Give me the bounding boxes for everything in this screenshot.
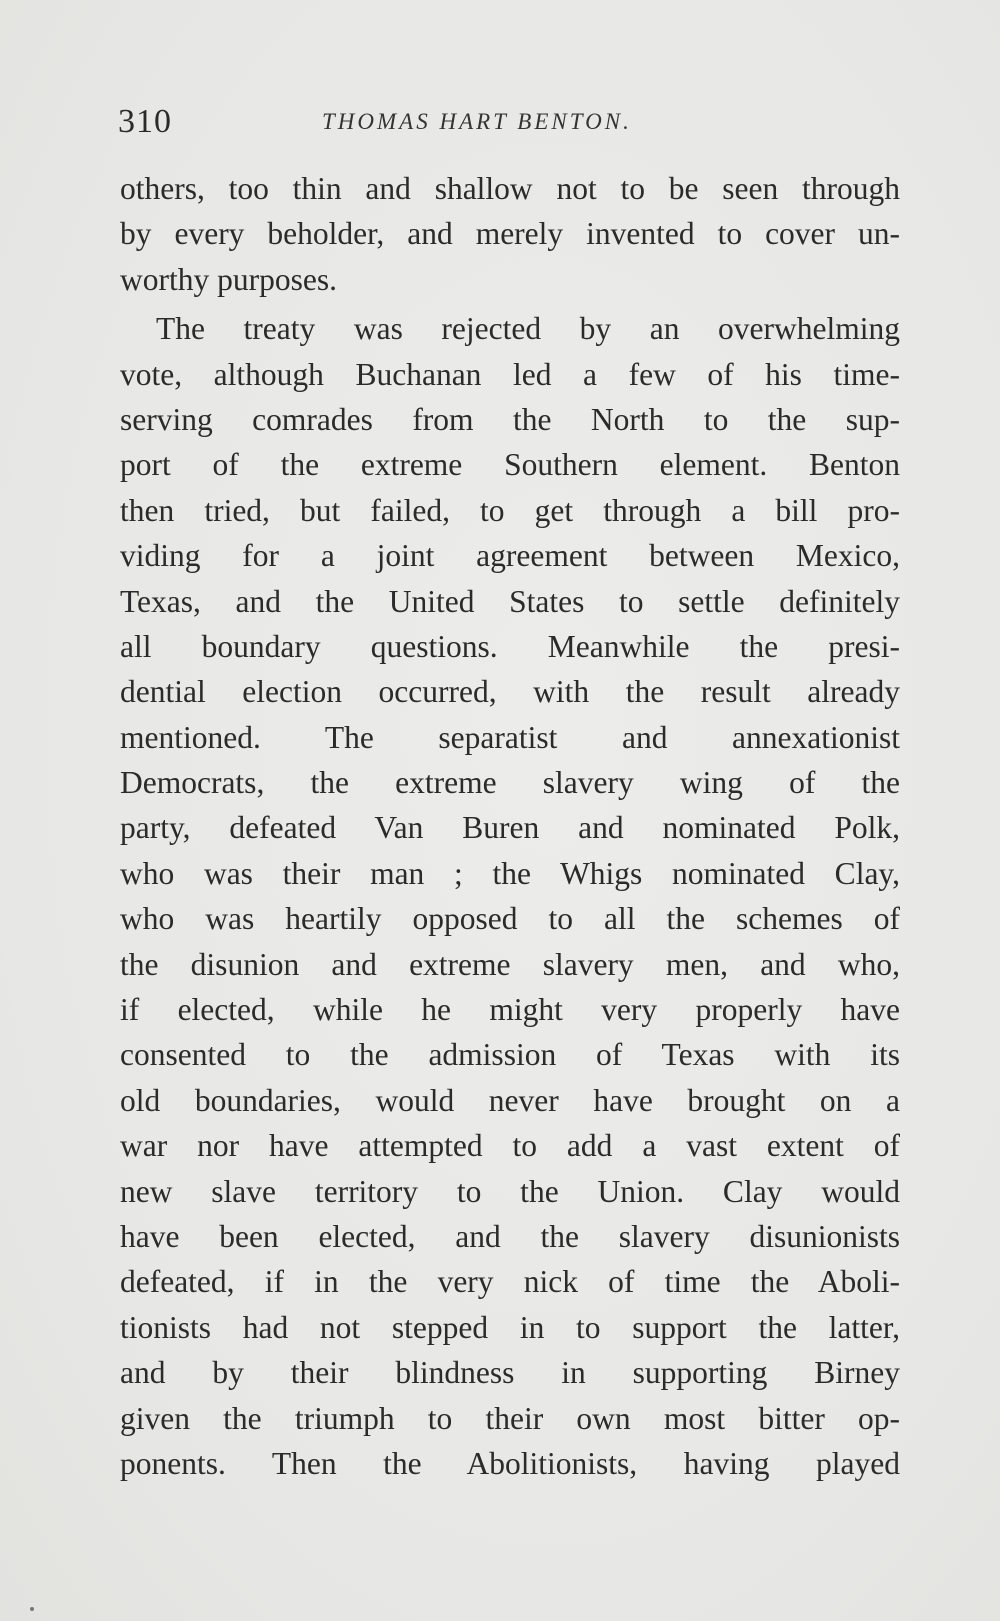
text-line: the disunion and extreme slavery men, and who, <box>120 946 900 982</box>
text-line: viding for a joint agreement between Mexico, <box>120 538 900 574</box>
text-line: by every beholder, and merely invented to cover un- <box>120 216 900 252</box>
text-line: dential election occurred, with the result already <box>120 674 900 710</box>
text-line: new slave territory to the Union. Clay would <box>120 1173 900 1209</box>
running-head <box>118 100 898 144</box>
text-line: Democrats, the extreme slavery wing of the <box>120 765 900 801</box>
text-line: war nor have attempted to add a vast extent of <box>120 1128 900 1164</box>
page-number: 310 <box>118 103 172 140</box>
text-line: worthy purposes. <box>120 261 337 297</box>
text-line: serving comrades from the North to the sup- <box>120 401 900 437</box>
text-line: ponents. Then the Abolitionists, having played <box>120 1445 900 1481</box>
text-line: who was their man ; the Whigs nominated Clay, <box>120 855 900 891</box>
text-line: mentioned. The separatist and annexationist <box>120 719 900 755</box>
text-line: if elected, while he might very properly have <box>120 992 900 1028</box>
text-line: party, defeated Van Buren and nominated Polk, <box>120 810 900 846</box>
text-line: and by their blindness in supporting Birney <box>120 1355 900 1391</box>
paragraph <box>120 166 900 302</box>
paragraph <box>120 306 900 1486</box>
text-line: old boundaries, would never have brought on a <box>120 1082 900 1118</box>
text-line: defeated, if in the very nick of time the Aboli- <box>120 1264 900 1300</box>
text-line: all boundary questions. Meanwhile the presi- <box>120 628 900 664</box>
text-line: then tried, but failed, to get through a bill pro- <box>120 492 900 528</box>
text-line: The treaty was rejected by an overwhelming <box>156 311 900 347</box>
text-line: port of the extreme Southern element. Benton <box>120 447 900 483</box>
paper-speck <box>30 1607 34 1611</box>
text-line: consented to the admission of Texas with its <box>120 1037 900 1073</box>
text-line: others, too thin and shallow not to be seen through <box>120 171 900 206</box>
text-line: Texas, and the United States to settle definitely <box>120 583 900 619</box>
text-line: who was heartily opposed to all the schemes of <box>120 901 900 937</box>
text-line: tionists had not stepped in to support the latter, <box>120 1309 900 1345</box>
body-text <box>120 166 900 1486</box>
text-line: have been elected, and the slavery disunionists <box>120 1218 900 1254</box>
running-title: THOMAS HART BENTON. <box>322 109 632 134</box>
text-line: given the triumph to their own most bitter op- <box>120 1400 900 1436</box>
text-line: vote, although Buchanan led a few of his time- <box>120 356 900 392</box>
